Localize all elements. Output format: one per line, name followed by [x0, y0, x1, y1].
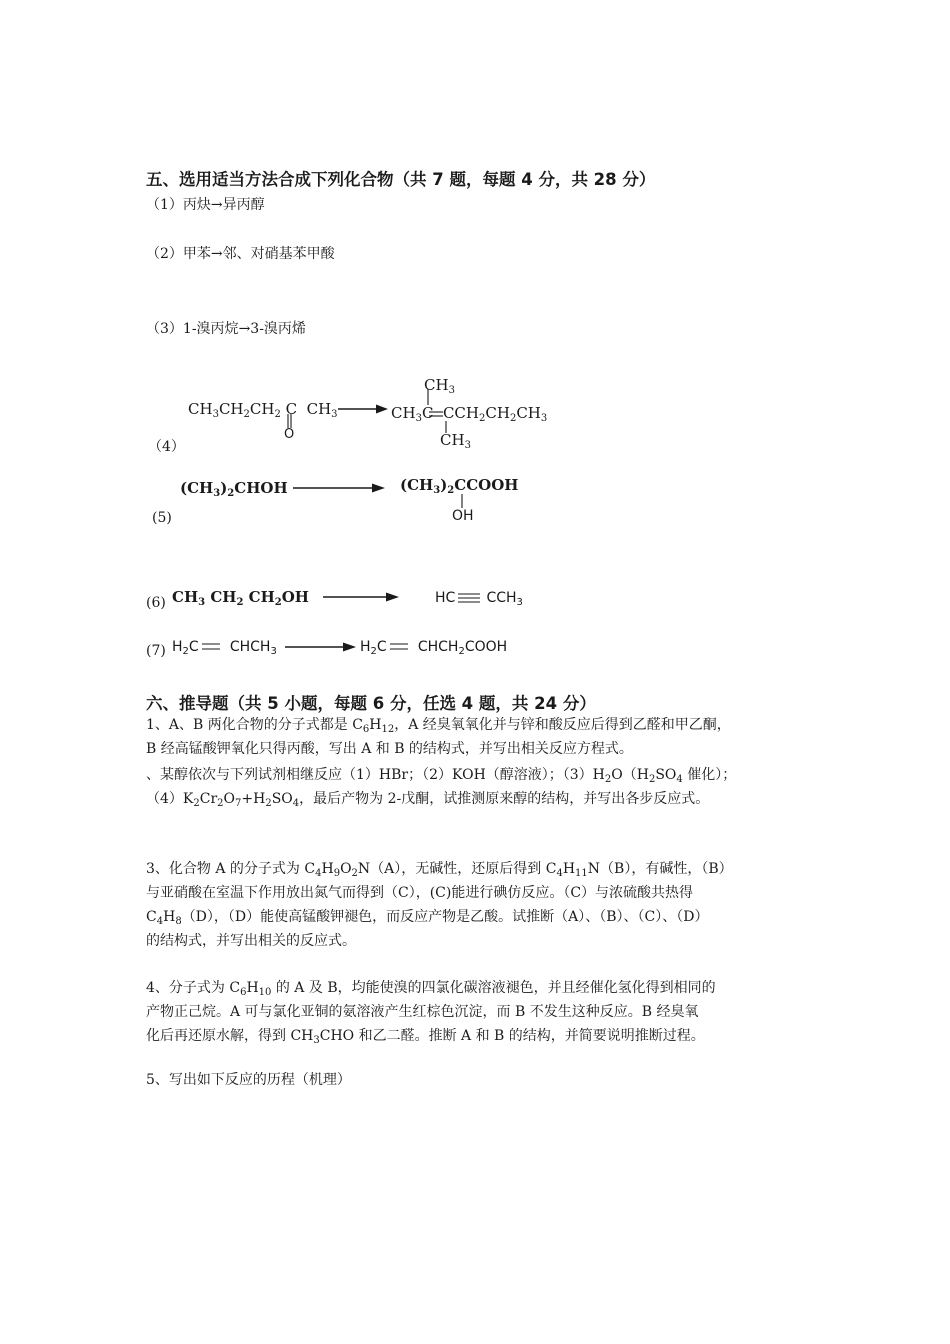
question-4-number: （4）: [148, 439, 185, 455]
q4-reactant-formula: $CH_3CH_2CH_2$ C $CH_3$: [188, 400, 338, 420]
arrow-icon: →: [210, 246, 223, 262]
section-6-title: 六、推导题（共 5 小题，每题 6 分，任选 4 题，共 24 分）: [146, 694, 596, 713]
methyl-bottom-text: CH: [440, 431, 465, 449]
question-6-number: (6): [146, 595, 166, 611]
q5-product-formula: $(CH_3)_2CCOOH$: [400, 476, 519, 496]
methyl-bottom: $CH_3$: [440, 431, 471, 451]
q6-product-formula: HC $CCH_3$: [435, 590, 523, 608]
question-7-number: (7): [146, 643, 166, 659]
q5-reactant-formula: $(CH_3)_2CHOH$: [180, 479, 288, 499]
product: 3-溴丙烯: [250, 321, 306, 337]
methyl-top-text: CH: [424, 376, 449, 394]
product: 邻、对硝基苯甲酸: [222, 246, 335, 262]
q7-reactant-formula: $H_2C$ $CHCH_3$: [172, 639, 277, 657]
reactant: 丙炔: [182, 197, 211, 213]
q4-product-formula: $CH_3C$ $CCH_2CH_2CH_3$: [391, 404, 548, 424]
q7-product-formula: $H_2C$ $CHCH_2COOH$: [360, 639, 508, 657]
arrow-icon: →: [210, 197, 223, 213]
reactant: 甲苯: [182, 246, 211, 262]
arrow-icon: →: [238, 321, 251, 337]
problem-1: 1、A、B 两化合物的分子式都是 $C_6H_{12}$，A 经臭氧氧化并与锌和酸反应后得到乙醛和甲乙酮， B 经高锰酸钾氧化只得丙酸，写出 A 和 B 的结构式，并写出相关反应方程式。: [146, 717, 731, 757]
problem-2: 、某醇依次与下列试剂相继反应（1）HBr；（2）KOH（醇溶液）；$(3)H_2O(H_2SO_4$ 催化）； $(4)K_2Cr_2O_7+H_2SO_4$，最后产物为 2-戊酮，试推测原来醇的结构，并写出各步反应式。: [146, 767, 737, 809]
question-number: （3）: [146, 321, 183, 337]
problem-3: 3、化合物 A 的分子式为 $C_4H_9O_2N(A)$，无碱性，还原后得到 $C_4H_{11}N(B)$，有碱性，（B） 与亚硝酸在室温下作用放出氮气而得到（C），(C)能进行碘仿反应。（C）与浓硫酸共热得 $C_4H_8(D)$，（D）能使高锰酸钾褪色，而反应产物是乙酸。试推断（A）、（B）、（C）、（D） 的结构式，并写出相关的反应式。: [146, 861, 733, 949]
problem-5: 5、写出如下反应的历程（机理）: [146, 1072, 351, 1088]
reactant: 1-溴丙烷: [182, 321, 239, 337]
problem-4: 4、分子式为 $C_6H_{10}$ 的 A 及 B，均能使溴的四氯化碳溶液褪色，并且经催化氢化得到相同的 产物正己烷。A 可与氯化亚铜的氨溶液产生红棕色沉淀，而 B 不发生这种反应。B 经臭氧 化后再还原水解，得到 $CH_3CHO$ 和乙二醛。推断 A 和 B 的结构，并简要说明推断过程。: [146, 980, 716, 1046]
carbonyl-oxygen: O: [284, 427, 295, 442]
q6-reactant-formula: $CH_3$ $CH_2$ $CH_2OH$: [172, 588, 309, 608]
question-number: （2）: [146, 246, 183, 262]
product: 异丙醇: [222, 197, 265, 213]
section-5-title: 五、选用适当方法合成下列化合物（共 7 题，每题 4 分，共 28 分）: [146, 170, 656, 189]
methyl-top: $CH_3$: [424, 376, 455, 396]
question-5-number: (5): [152, 510, 172, 526]
question-number: （1）: [146, 197, 183, 213]
hydroxyl-group: OH: [452, 508, 474, 524]
